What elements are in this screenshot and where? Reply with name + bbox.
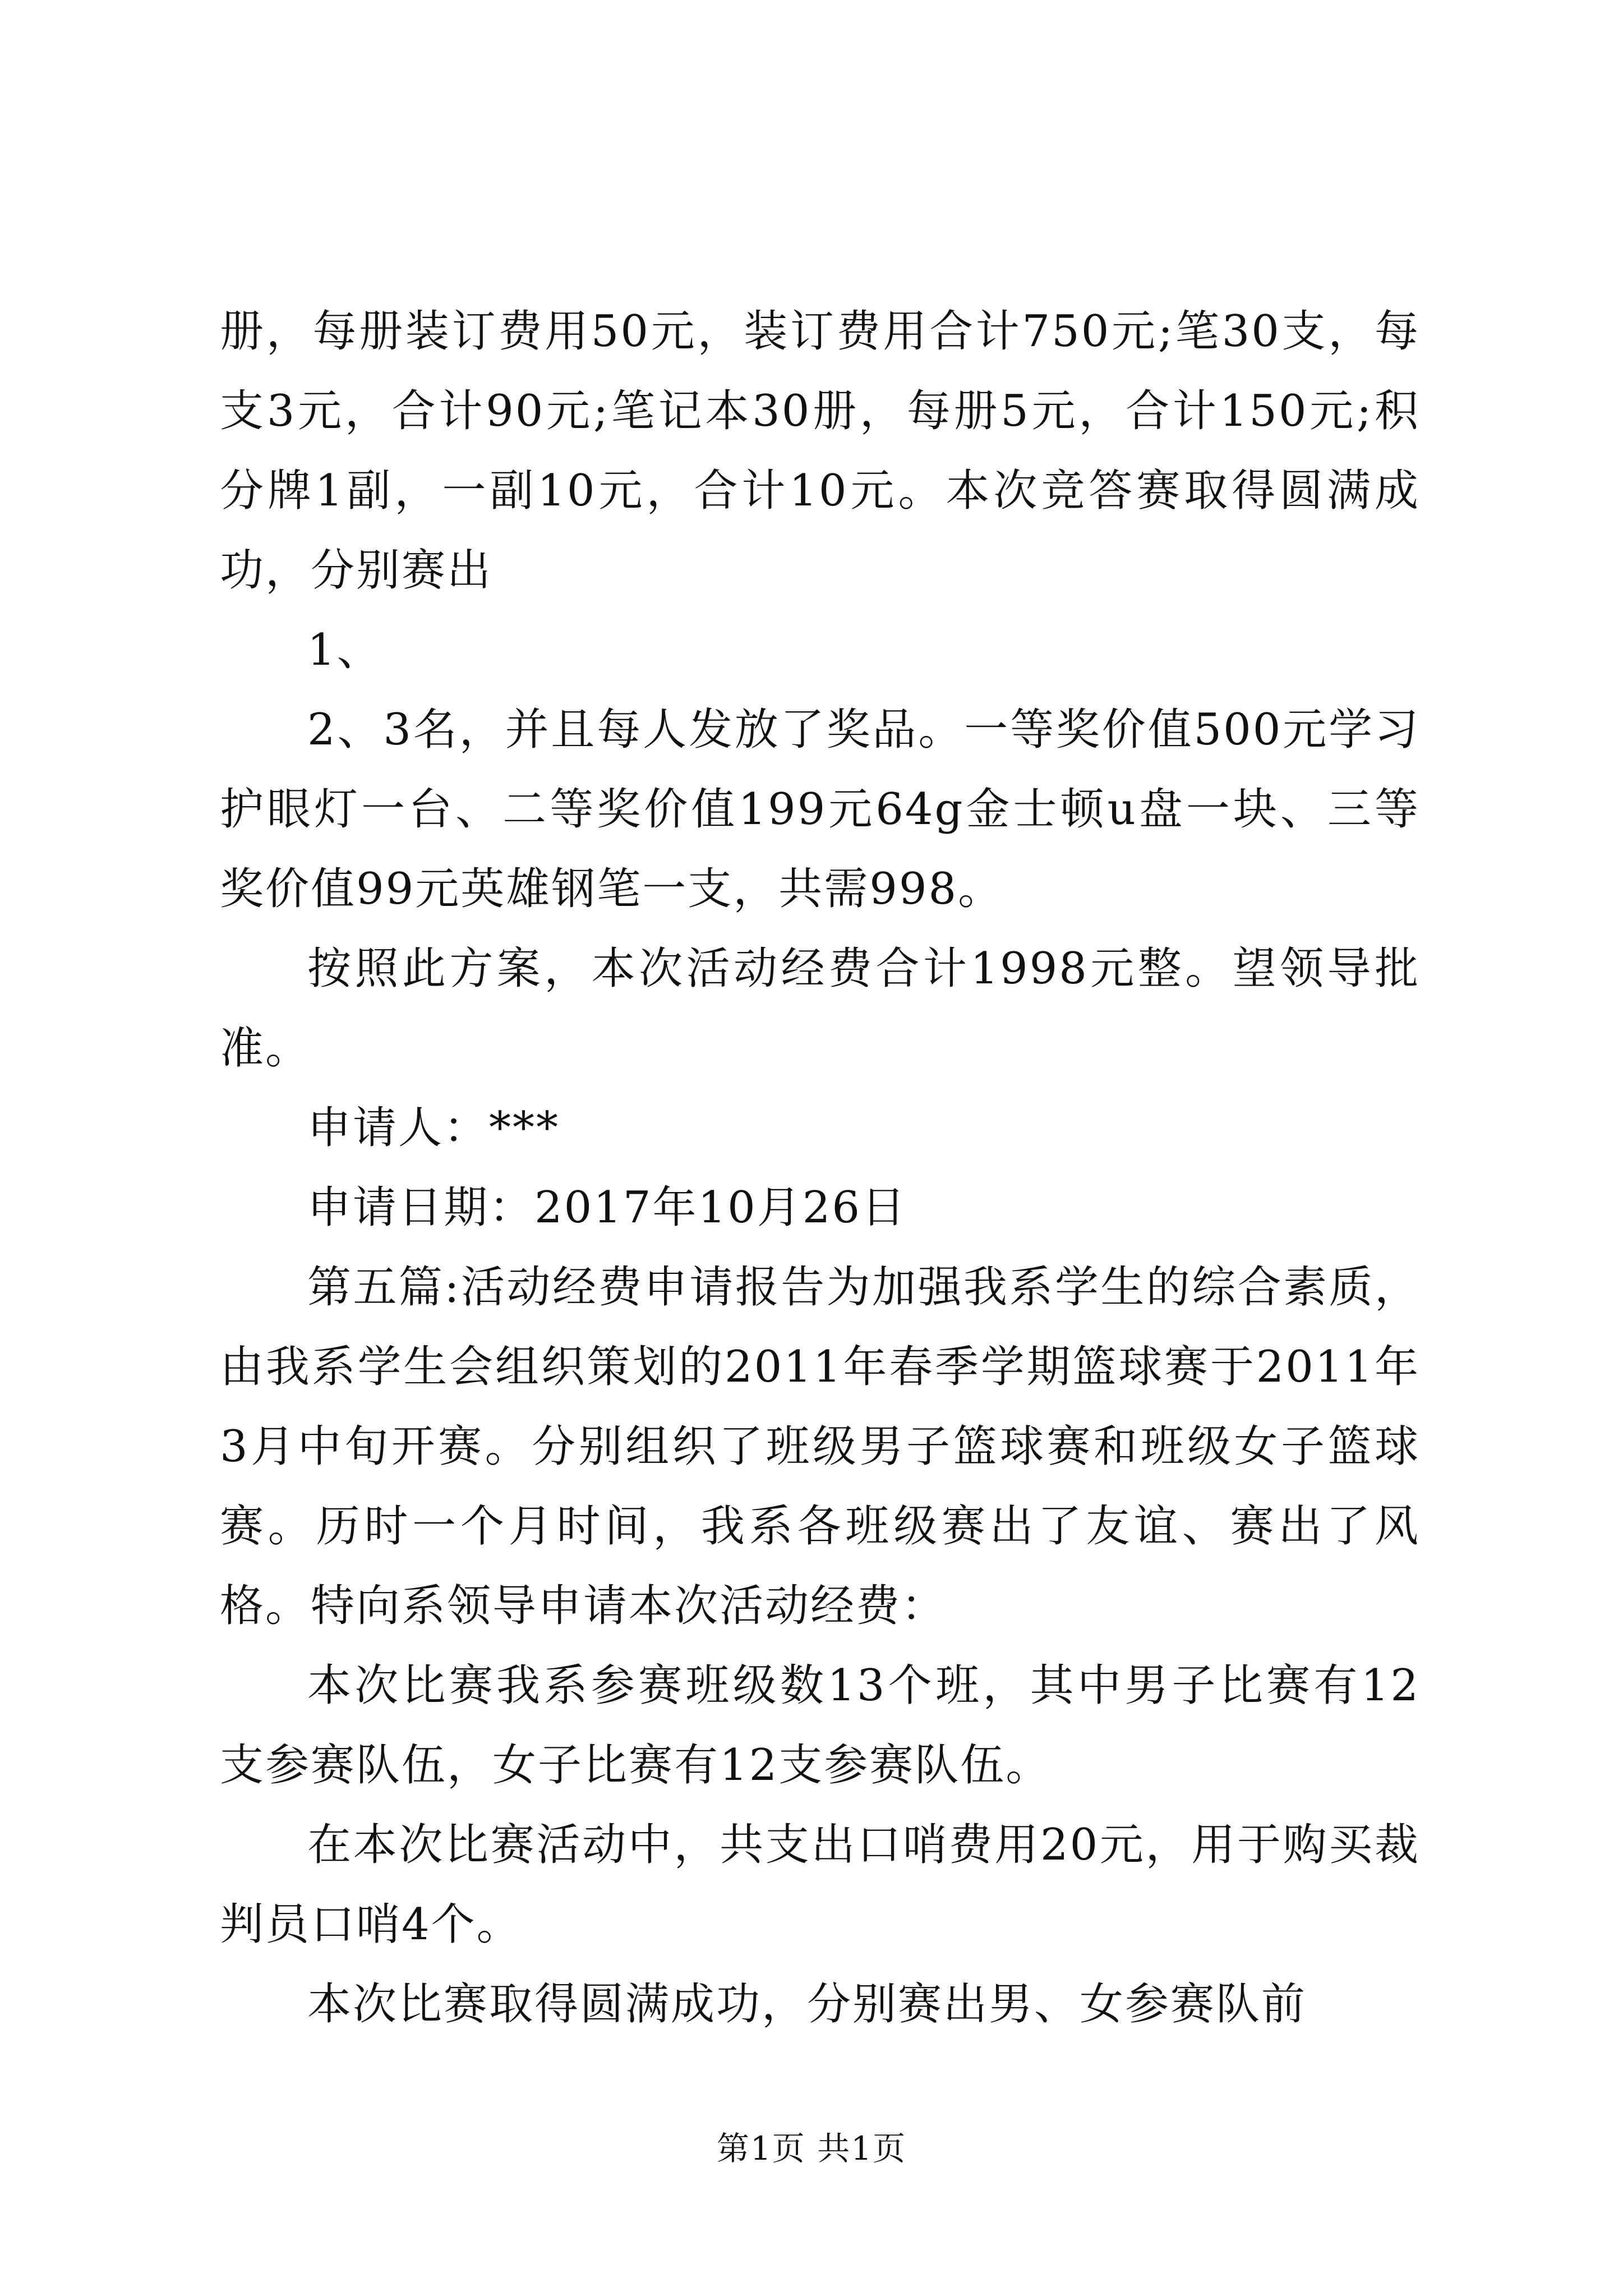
paragraph-10: 本次比赛取得圆满成功，分别赛出男、女参赛队前 (307, 1979, 1307, 2030)
applicant-line: 申请人：*** (307, 1103, 560, 1153)
application-date-line: 申请日期：2017年10月26日 (307, 1182, 907, 1233)
paragraph-8: 本次比赛我系参赛班级数13个班，其中男子比赛有12支参赛队伍，女子比赛有12支参赛队伍。 (220, 1660, 1420, 1791)
document-body (220, 292, 1420, 2044)
paragraph-2: 1、 (307, 625, 382, 675)
paragraph-9: 在本次比赛活动中，共支出口哨费用20元，用于购买裁判员口哨4个。 (220, 1820, 1420, 1950)
paragraph-section-five: 第五篇:活动经费申请报告为加强我系学生的综合素质，由我系学生会组织策划的2011年春季学期篮球赛于2011年3月中旬开赛。分别组织了班级男子篮球赛和班级女子篮球赛。历时一个月时间，我系各班级赛出了友谊、赛出了风格。特向系领导申请本次活动经费： (220, 1262, 1420, 1631)
paragraph-1: 册，每册装订费用50元，装订费用合计750元;笔30支，每支3元，合计90元;笔记本30册，每册5元，合计150元;积分牌1副，一副10元，合计10元。本次竞答赛取得圆满成功，分别赛出 (220, 306, 1420, 596)
paragraph-4: 按照此方案，本次活动经费合计1998元整。望领导批准。 (220, 944, 1420, 1074)
page-footer: 第1页 共1页 (716, 2129, 907, 2168)
paragraph-3: 2、3名，并且每人发放了奖品。一等奖价值500元学习护眼灯一台、二等奖价值199元64g金士顿u盘一块、三等奖价值99元英雄钢笔一支，共需998。 (220, 705, 1420, 914)
